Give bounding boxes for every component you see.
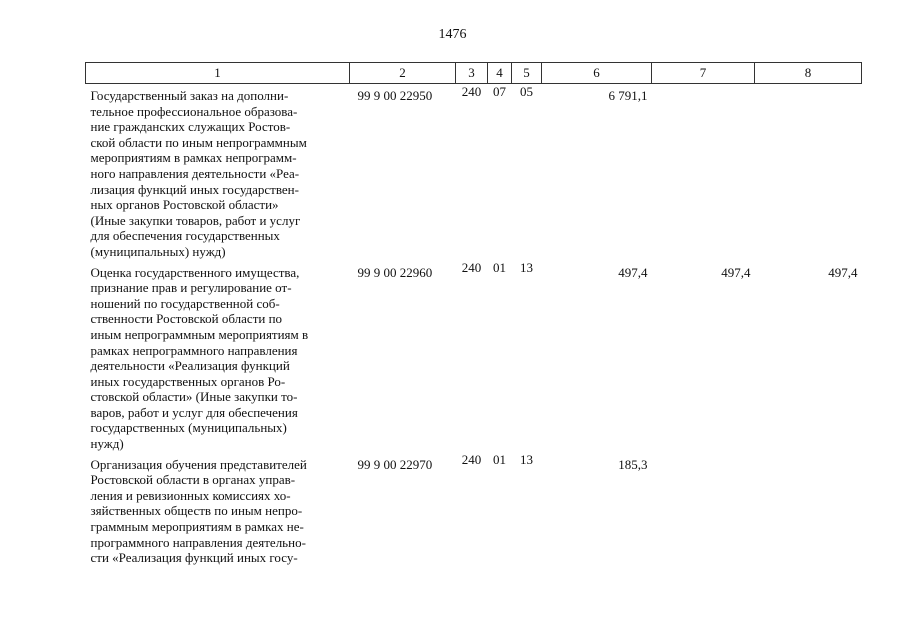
description-line: ления и ревизионных комиссиях хо- <box>90 487 291 503</box>
description-line: рамках непрограммного направления <box>90 342 298 358</box>
expense-type-code: 240 <box>461 259 482 275</box>
subsection-code: 05 <box>520 84 533 99</box>
description-line: ношений по государственной соб- <box>90 295 280 311</box>
description-line: Организация обучения представителей <box>90 456 307 472</box>
amount-col-8: 497,4 <box>828 264 858 280</box>
row-description <box>86 260 350 452</box>
target-article-code: 99 9 00 22960 <box>357 264 433 280</box>
amount-col-7 <box>652 84 755 260</box>
description-line: нужд) <box>90 436 124 452</box>
column-header-5: 5 <box>512 63 542 84</box>
target-article-code: 99 9 00 22970 <box>357 456 433 472</box>
description-line: граммным мероприятиям в рамках не- <box>90 519 304 535</box>
expense-type-code: 240 <box>461 451 482 467</box>
table-row <box>86 452 862 566</box>
description-line: (муниципальных) нужд) <box>90 243 226 259</box>
description-line: иных государственных органов Ро- <box>90 373 286 389</box>
expense-type-code: 240 <box>461 84 482 99</box>
description-line: ственности Ростовской области по <box>90 311 283 327</box>
column-header-3: 3 <box>456 63 488 84</box>
row-description <box>86 84 350 260</box>
description-line: Ростовской области в органах управ- <box>90 472 296 488</box>
table-header <box>86 63 862 84</box>
amount-col-8 <box>755 84 862 260</box>
description-line: лизация функций иных государствен- <box>90 181 299 197</box>
description-line: государственных (муниципальных) <box>90 420 287 436</box>
column-header-8: 8 <box>755 63 862 84</box>
section-code: 01 <box>493 259 506 275</box>
column-header-6: 6 <box>542 63 652 84</box>
description-line: стовской области» (Иные закупки то- <box>90 389 298 405</box>
subsection-code: 13 <box>520 451 533 467</box>
table-body <box>86 84 862 566</box>
description-line: программного направления деятельно- <box>90 534 306 550</box>
column-header-2: 2 <box>350 63 456 84</box>
description-line: мероприятиям в рамках непрограмм- <box>90 150 297 166</box>
page-number: 1476 <box>438 27 467 42</box>
amount-col-6: 6 791,1 <box>608 88 648 103</box>
description-line: ного направления деятельности «Реа- <box>90 165 300 181</box>
description-line: сти «Реализация функций иных госу- <box>90 550 298 566</box>
description-line: деятельности «Реализация функций <box>90 358 290 374</box>
row-description <box>86 452 350 566</box>
subsection-code: 13 <box>520 259 533 275</box>
column-header-4: 4 <box>488 63 512 84</box>
amount-col-6: 497,4 <box>618 264 648 280</box>
table-row <box>86 260 862 452</box>
section-code: 01 <box>493 451 506 467</box>
column-header-1: 1 <box>86 63 350 84</box>
description-line: Оценка государственного имущества, <box>90 264 300 280</box>
table-row <box>86 84 862 260</box>
amount-col-7 <box>652 452 755 566</box>
header-row <box>86 63 862 84</box>
description-line: Государственный заказ на дополни- <box>90 88 289 103</box>
section-code: 07 <box>493 84 506 99</box>
description-line: для обеспечения государственных <box>90 228 280 244</box>
description-line: тельное профессиональное образова- <box>90 103 298 119</box>
description-line: признание прав и регулирование от- <box>90 280 292 296</box>
budget-table <box>85 62 862 566</box>
description-line: ской области по иным непрограммным <box>90 134 307 150</box>
description-line: (Иные закупки товаров, работ и услуг <box>90 212 301 228</box>
description-line: ных органов Ростовской области» <box>90 197 279 213</box>
amount-col-8 <box>755 452 862 566</box>
description-line: иным непрограммным мероприятиям в <box>90 326 309 342</box>
column-header-7: 7 <box>652 63 755 84</box>
description-line: ние гражданских служащих Ростов- <box>90 119 291 135</box>
amount-col-6: 185,3 <box>618 456 648 472</box>
description-line: зяйственных обществ по иным непро- <box>90 503 303 519</box>
amount-col-7: 497,4 <box>721 264 751 280</box>
description-line: варов, работ и услуг для обеспечения <box>90 404 298 420</box>
target-article-code: 99 9 00 22950 <box>357 88 433 103</box>
